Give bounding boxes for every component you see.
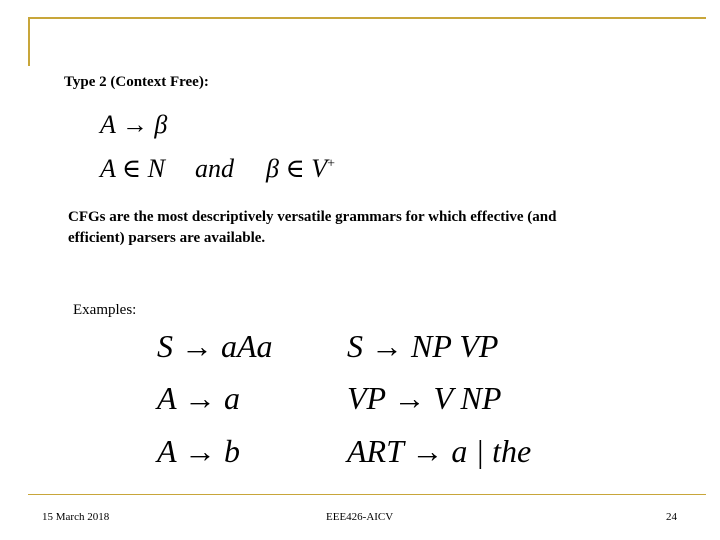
examples-label: Examples: xyxy=(73,302,137,318)
example-left-3: A → b xyxy=(157,433,240,469)
example-right-2: VP → V NP xyxy=(347,380,502,416)
rule-vocabulary-text: β ∈ V xyxy=(266,154,328,183)
top-rule xyxy=(28,17,706,19)
example-right-3: ART → a | the xyxy=(347,433,532,469)
footer-course: EEE426-AICV xyxy=(326,511,394,523)
cfg-description: CFGs are the most descriptively versatile grammars for which effective (and efficient) parsers are available. xyxy=(68,209,557,246)
rule-nonterminal-condition: A ∈ N xyxy=(100,154,165,183)
example-right-1: S → NP VP xyxy=(347,328,499,364)
slide-heading: Type 2 (Context Free): xyxy=(64,74,209,90)
rule-plus-superscript: + xyxy=(327,156,335,172)
page-number: 24 xyxy=(666,511,677,523)
rule-production: A → β xyxy=(100,110,168,139)
footer-date: 15 March 2018 xyxy=(42,511,110,523)
example-left-2: A → a xyxy=(157,380,240,416)
rule-vocabulary-condition xyxy=(266,154,335,184)
footer-rule xyxy=(28,494,706,495)
rule-and-word: and xyxy=(195,154,234,183)
example-left-1: S → aAa xyxy=(157,328,273,364)
left-rule xyxy=(28,17,30,66)
